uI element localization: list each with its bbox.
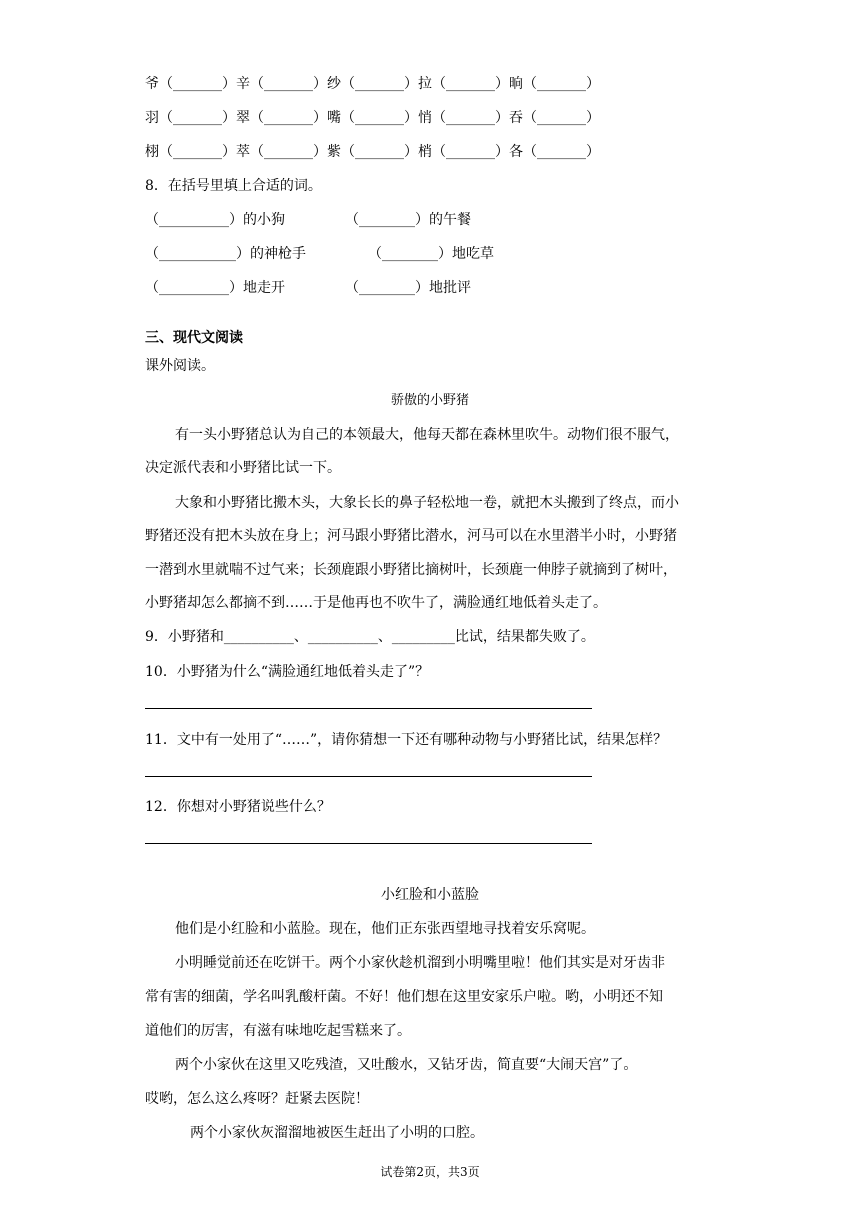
q8-blank-item: （__________）的小狗 [145,212,285,228]
q8-blank-item: （________）的午餐 [345,212,471,228]
section-intro: 课外阅读。 [145,358,215,374]
story-paragraph-line: 有一头小野猪总认为自己的本领最大，他每天都在森林里吹牛。动物们很不服气， [175,427,679,443]
story-paragraph-line: 两个小家伙在这里又吃残渣，又吐酸水，又钻牙齿，简直要“大闹天宫”了。 [175,1057,638,1073]
story-paragraph-line: 野猪还没有把木头放在身上；河马跟小野猪比潜水，河马可以在水里潜半小时，小野猪 [145,528,677,544]
q8-blank-item: （________）地吃草 [368,246,494,262]
question-9: 9．小野猪和__________、__________、_________比试，结果都失败了。 [145,629,595,645]
question-11: 11．文中有一处用了“……”，请你猜想一下还有哪种动物与小野猪比试，结果怎样？ [145,732,668,748]
answer-line[interactable] [145,708,592,709]
story-paragraph-line: 道他们的厉害，有滋有味地吃起雪糕来了。 [145,1023,411,1039]
story-paragraph-line: 常有害的细菌，学名叫乳酸杆菌。不好！他们想在这里安家乐户啦。哟，小明还不知 [145,989,663,1005]
story-paragraph-line: 一潜到水里就喘不过气来；长颈鹿跟小野猪比摘树叶，长颈鹿一伸脖子就摘到了树叶， [145,562,677,578]
q8-blank-item: （__________）地走开 [145,280,285,296]
char-row: 爷（_______）辛（_______）纱（_______）拉（_______）晌（_______） [145,76,600,92]
char-row: 羽（_______）翠（_______）嘴（_______）悄（_______）吞（_______） [145,110,600,126]
story-title: 骄傲的小野猪 [390,393,469,408]
question-12: 12．你想对小野猪说些什么？ [145,799,331,815]
story-title: 小红脸和小蓝脸 [381,887,479,903]
answer-line[interactable] [145,843,592,844]
story-paragraph-line: 决定派代表和小野猪比试一下。 [145,460,341,476]
q8-blank-item: （________）地批评 [345,280,471,296]
answer-line[interactable] [145,776,592,777]
story-paragraph-line: 小明睡觉前还在吃饼干。两个小家伙趁机溜到小明嘴里啦！他们其实是对牙齿非 [175,955,665,971]
story-paragraph-line: 哎哟，怎么这么疼呀？赶紧去医院！ [145,1091,369,1107]
page-footer: 试卷第2页，共3页 [380,1165,480,1179]
question-10: 10．小野猪为什么“满脸通红地低着头走了”？ [145,664,430,680]
question-8-title: 8．在括号里填上合适的词。 [145,178,322,194]
section-heading: 三、现代文阅读 [145,330,243,346]
story-paragraph-line: 大象和小野猪比搬木头，大象长长的鼻子轻松地一卷，就把木头搬到了终点，而小 [175,495,679,511]
story-paragraph-line: 他们是小红脸和小蓝脸。现在，他们正东张西望地寻找着安乐窝呢。 [175,921,595,937]
story-paragraph-line: 小野猪却怎么都摘不到……于是他再也不吹牛了，满脸通红地低着头走了。 [145,595,607,611]
q8-blank-item: （___________）的神枪手 [145,246,306,262]
char-row: 栩（_______）萃（_______）紫（_______）梢（_______）各（_______） [145,144,600,160]
story-paragraph-line: 两个小家伙灰溜溜地被医生赶出了小明的口腔。 [190,1125,484,1141]
